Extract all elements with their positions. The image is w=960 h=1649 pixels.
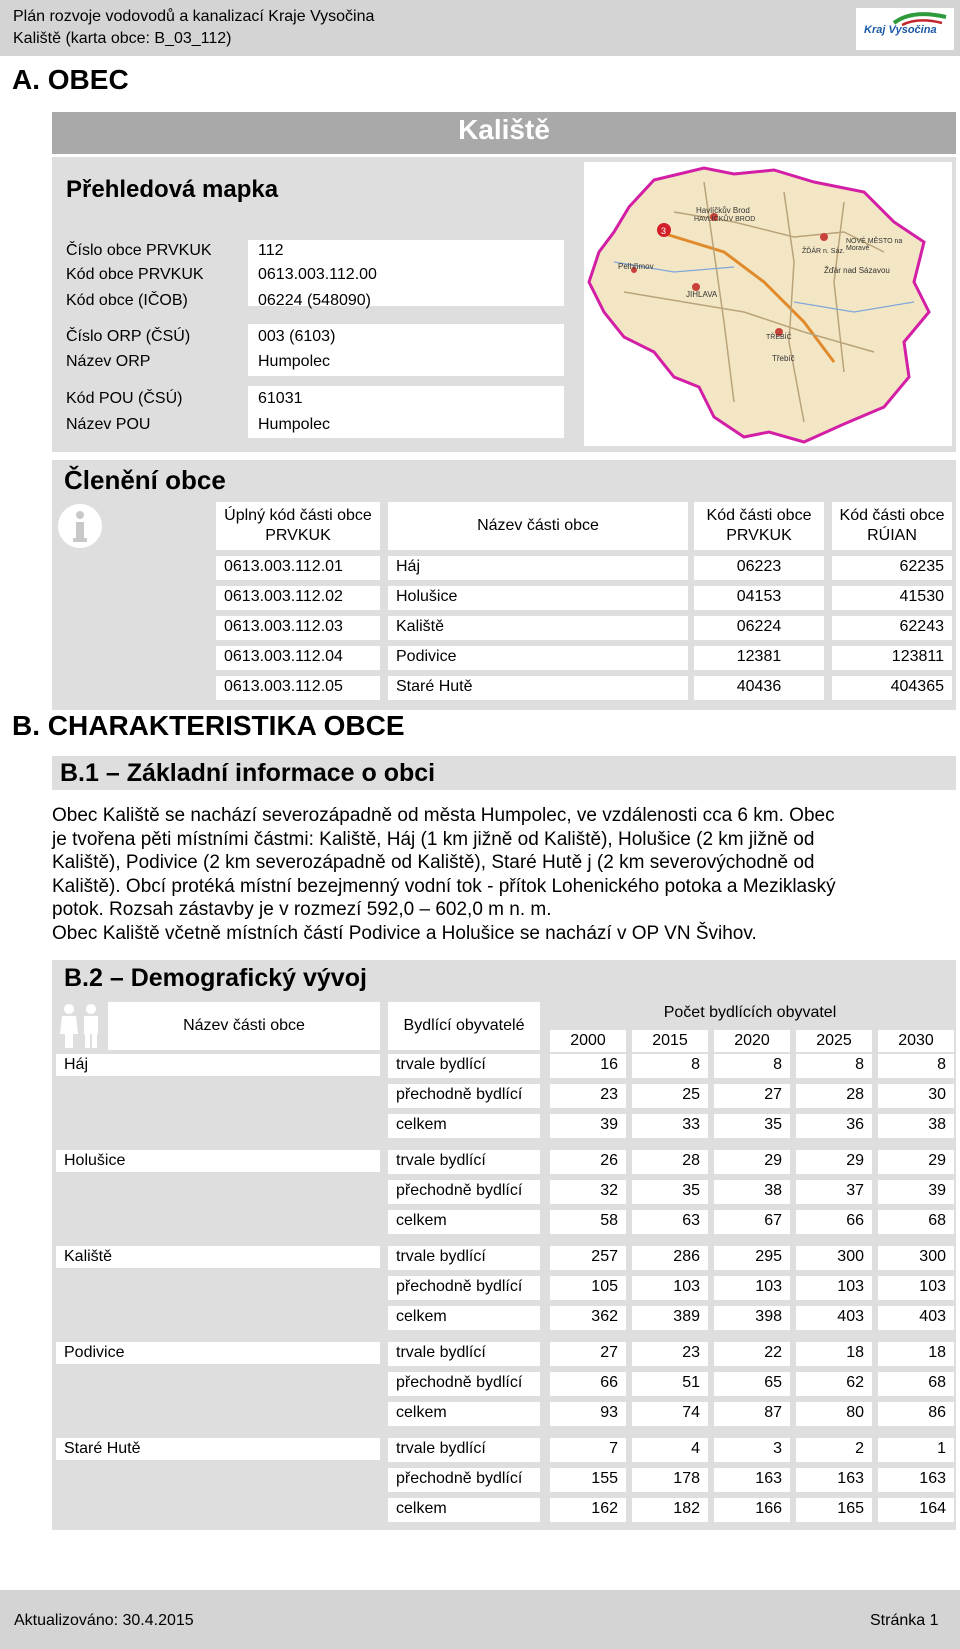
population-value: 63 bbox=[632, 1210, 708, 1234]
map-label: ŽĎÁR n. Sáz. bbox=[802, 248, 845, 255]
year-header: 2015 bbox=[632, 1030, 708, 1052]
population-value: 65 bbox=[714, 1372, 790, 1396]
map-label: Žďár nad Sázavou bbox=[824, 266, 890, 275]
part-name: Kaliště bbox=[56, 1246, 380, 1268]
population-value: 58 bbox=[550, 1210, 626, 1234]
para-line: Kaliště). Obcí protéká místní bezejmenný vodní tok - přítok Lohenického potoka a Meziklaský bbox=[52, 875, 836, 897]
population-value: 32 bbox=[550, 1180, 626, 1204]
resident-type: celkem bbox=[388, 1210, 540, 1234]
cleneni-cell: Staré Hutě bbox=[388, 676, 688, 700]
population-value: 27 bbox=[550, 1342, 626, 1366]
year-header: 2025 bbox=[796, 1030, 872, 1052]
population-value: 30 bbox=[878, 1084, 954, 1108]
population-value: 18 bbox=[796, 1342, 872, 1366]
population-value: 4 bbox=[632, 1438, 708, 1462]
resident-type: přechodně bydlící bbox=[388, 1180, 540, 1204]
cleneni-cell: 0613.003.112.02 bbox=[216, 586, 380, 610]
resident-type: přechodně bydlící bbox=[388, 1372, 540, 1396]
population-value: 103 bbox=[878, 1276, 954, 1300]
population-value: 389 bbox=[632, 1306, 708, 1330]
resident-type: trvale bydlící bbox=[388, 1150, 540, 1174]
info-value: Humpolec bbox=[258, 416, 331, 433]
b1-paragraph bbox=[52, 804, 932, 945]
resident-type: trvale bydlící bbox=[388, 1054, 540, 1078]
info-value: 003 (6103) bbox=[258, 328, 336, 345]
para-line: Obec Kaliště se nachází severozápadně od města Humpolec, ve vzdálenosti cca 6 km. Obec bbox=[52, 805, 835, 826]
population-value: 163 bbox=[796, 1468, 872, 1492]
year-header: 2030 bbox=[878, 1030, 954, 1052]
map-label: Třebíč bbox=[772, 354, 795, 363]
info-label: Kód POU (ČSÚ) bbox=[66, 390, 183, 407]
population-value: 37 bbox=[796, 1180, 872, 1204]
population-value: 35 bbox=[632, 1180, 708, 1204]
population-value: 8 bbox=[714, 1054, 790, 1078]
info-label: Název ORP bbox=[66, 353, 151, 370]
population-value: 87 bbox=[714, 1402, 790, 1426]
population-value: 162 bbox=[550, 1498, 626, 1522]
population-value: 28 bbox=[632, 1150, 708, 1174]
resident-type: trvale bydlící bbox=[388, 1342, 540, 1366]
part-name: Háj bbox=[56, 1054, 380, 1076]
demo-header-count: Počet bydlících obyvatel bbox=[548, 1002, 952, 1024]
population-value: 35 bbox=[714, 1114, 790, 1138]
info-value: 112 bbox=[258, 242, 284, 259]
population-value: 86 bbox=[878, 1402, 954, 1426]
population-value: 103 bbox=[714, 1276, 790, 1300]
population-value: 103 bbox=[632, 1276, 708, 1300]
part-name: Podivice bbox=[56, 1342, 380, 1364]
map-label: Havlíčkův Brod bbox=[696, 206, 750, 215]
cleneni-cell: 62243 bbox=[832, 616, 952, 640]
population-value: 39 bbox=[550, 1114, 626, 1138]
resident-type: celkem bbox=[388, 1402, 540, 1426]
cleneni-cell: 04153 bbox=[694, 586, 824, 610]
population-value: 7 bbox=[550, 1438, 626, 1462]
info-label: Kód obce PRVKUK bbox=[66, 266, 204, 283]
population-value: 93 bbox=[550, 1402, 626, 1426]
population-value: 155 bbox=[550, 1468, 626, 1492]
logo-text: Kraj Vysočina bbox=[864, 24, 937, 36]
para-line: potok. Rozsah zástavby je v rozmezí 592,0 – 602,0 m n. m. bbox=[52, 899, 552, 920]
resident-type: celkem bbox=[388, 1114, 540, 1138]
population-value: 300 bbox=[796, 1246, 872, 1270]
col-header: Úplný kód části obce PRVKUK bbox=[216, 502, 380, 550]
obec-name: Kaliště bbox=[458, 114, 550, 145]
population-value: 29 bbox=[714, 1150, 790, 1174]
col-header: Kód části obce RÚIAN bbox=[832, 502, 952, 550]
population-value: 3 bbox=[714, 1438, 790, 1462]
population-value: 29 bbox=[796, 1150, 872, 1174]
population-value: 16 bbox=[550, 1054, 626, 1078]
footer-page: Stránka 1 bbox=[870, 1612, 939, 1629]
col-header: Název části obce bbox=[388, 502, 688, 550]
cleneni-cell: 41530 bbox=[832, 586, 952, 610]
population-value: 39 bbox=[878, 1180, 954, 1204]
population-value: 25 bbox=[632, 1084, 708, 1108]
map-label: TŘEBÍČ bbox=[766, 334, 792, 341]
cleneni-cell: 0613.003.112.01 bbox=[216, 556, 380, 580]
population-value: 403 bbox=[878, 1306, 954, 1330]
cleneni-cell: 06224 bbox=[694, 616, 824, 640]
part-name: Staré Hutě bbox=[56, 1438, 380, 1460]
population-value: 103 bbox=[796, 1276, 872, 1300]
cleneni-panel bbox=[52, 460, 956, 710]
population-value: 105 bbox=[550, 1276, 626, 1300]
population-value: 163 bbox=[878, 1468, 954, 1492]
population-value: 18 bbox=[878, 1342, 954, 1366]
info-label: Kód obce (IČOB) bbox=[66, 292, 188, 309]
b2-title: B.2 – Demografický vývoj bbox=[64, 964, 367, 992]
population-value: 28 bbox=[796, 1084, 872, 1108]
population-value: 66 bbox=[796, 1210, 872, 1234]
col-header: Kód části obce PRVKUK bbox=[694, 502, 824, 550]
population-value: 38 bbox=[714, 1180, 790, 1204]
demo-header-name: Název části obce bbox=[108, 1002, 380, 1050]
population-value: 8 bbox=[796, 1054, 872, 1078]
population-value: 38 bbox=[878, 1114, 954, 1138]
info-label: Název POU bbox=[66, 416, 151, 433]
section-b-title: B. CHARAKTERISTIKA OBCE bbox=[12, 710, 405, 741]
para-line: Obec Kaliště včetně místních částí Podivice a Holušice se nachází v OP VN Švihov. bbox=[52, 922, 757, 944]
para-line: je tvořena pěti místními částmi: Kaliště, Háj (1 km jižně od Kaliště), Holušice (2 km jižně od bbox=[52, 828, 815, 850]
cleneni-cell: Háj bbox=[388, 556, 688, 580]
cleneni-cell: Kaliště bbox=[388, 616, 688, 640]
population-value: 182 bbox=[632, 1498, 708, 1522]
population-value: 68 bbox=[878, 1372, 954, 1396]
info-label: Číslo ORP (ČSÚ) bbox=[66, 328, 191, 345]
overview-map bbox=[584, 162, 952, 446]
info-value: Humpolec bbox=[258, 353, 331, 370]
population-value: 23 bbox=[632, 1342, 708, 1366]
population-value: 1 bbox=[878, 1438, 954, 1462]
resident-type: celkem bbox=[388, 1306, 540, 1330]
para-line: Kaliště), Podivice (2 km severozápadně od Kaliště), Staré Hutě j (2 km severovýchodně od bbox=[52, 852, 815, 873]
population-value: 26 bbox=[550, 1150, 626, 1174]
cleneni-cell: 0613.003.112.03 bbox=[216, 616, 380, 640]
cleneni-cell: 404365 bbox=[832, 676, 952, 700]
header-subtitle: Kaliště (karta obce: B_03_112) bbox=[13, 30, 232, 47]
header-title: Plán rozvoje vodovodů a kanalizací Kraje Vysočina bbox=[13, 8, 375, 25]
population-value: 178 bbox=[632, 1468, 708, 1492]
population-value: 163 bbox=[714, 1468, 790, 1492]
population-value: 80 bbox=[796, 1402, 872, 1426]
info-value: 06224 (548090) bbox=[258, 292, 371, 309]
population-value: 8 bbox=[878, 1054, 954, 1078]
population-value: 67 bbox=[714, 1210, 790, 1234]
population-value: 2 bbox=[796, 1438, 872, 1462]
info-value: 61031 bbox=[258, 390, 303, 407]
cleneni-cell: 40436 bbox=[694, 676, 824, 700]
population-value: 295 bbox=[714, 1246, 790, 1270]
year-header: 2020 bbox=[714, 1030, 790, 1052]
population-value: 29 bbox=[878, 1150, 954, 1174]
population-value: 257 bbox=[550, 1246, 626, 1270]
year-header: 2000 bbox=[550, 1030, 626, 1052]
map-label: HAVLÍČKŮV BROD bbox=[694, 216, 756, 223]
info-label: Číslo obce PRVKUK bbox=[66, 242, 212, 259]
cleneni-cell: 0613.003.112.05 bbox=[216, 676, 380, 700]
population-value: 68 bbox=[878, 1210, 954, 1234]
map-label: JIHLAVA bbox=[686, 290, 718, 299]
population-value: 23 bbox=[550, 1084, 626, 1108]
b1-title: B.1 – Základní informace o obci bbox=[60, 759, 436, 787]
info-icon bbox=[56, 502, 104, 550]
population-value: 362 bbox=[550, 1306, 626, 1330]
info-value: 0613.003.112.00 bbox=[258, 266, 377, 283]
map-title: Přehledová mapka bbox=[66, 176, 279, 203]
resident-type: přechodně bydlící bbox=[388, 1468, 540, 1492]
population-value: 33 bbox=[632, 1114, 708, 1138]
population-value: 27 bbox=[714, 1084, 790, 1108]
svg-text:3: 3 bbox=[661, 226, 667, 236]
map-label: NOVÉ MĚSTO na Moravě bbox=[846, 238, 903, 252]
cleneni-cell: 0613.003.112.04 bbox=[216, 646, 380, 670]
resident-type: přechodně bydlící bbox=[388, 1276, 540, 1300]
population-value: 398 bbox=[714, 1306, 790, 1330]
footer-updated: Aktualizováno: 30.4.2015 bbox=[14, 1612, 194, 1629]
population-value: 165 bbox=[796, 1498, 872, 1522]
cleneni-title: Členění obce bbox=[64, 465, 226, 495]
cleneni-cell: 12381 bbox=[694, 646, 824, 670]
population-value: 166 bbox=[714, 1498, 790, 1522]
population-value: 51 bbox=[632, 1372, 708, 1396]
population-value: 36 bbox=[796, 1114, 872, 1138]
cleneni-cell: 123811 bbox=[832, 646, 952, 670]
cleneni-cell: 06223 bbox=[694, 556, 824, 580]
demo-header-type: Bydlící obyvatelé bbox=[388, 1002, 540, 1050]
population-value: 403 bbox=[796, 1306, 872, 1330]
population-value: 8 bbox=[632, 1054, 708, 1078]
cleneni-cell: Podivice bbox=[388, 646, 688, 670]
people-icon bbox=[56, 1002, 104, 1050]
cleneni-cell: Holušice bbox=[388, 586, 688, 610]
population-value: 300 bbox=[878, 1246, 954, 1270]
cleneni-cell: 62235 bbox=[832, 556, 952, 580]
kraj-vysocina-logo bbox=[856, 8, 954, 50]
population-value: 286 bbox=[632, 1246, 708, 1270]
population-value: 22 bbox=[714, 1342, 790, 1366]
region-map-icon bbox=[584, 162, 952, 446]
section-a-title: A. OBEC bbox=[12, 64, 129, 95]
population-value: 66 bbox=[550, 1372, 626, 1396]
resident-type: celkem bbox=[388, 1498, 540, 1522]
part-name: Holušice bbox=[56, 1150, 380, 1172]
population-value: 164 bbox=[878, 1498, 954, 1522]
resident-type: trvale bydlící bbox=[388, 1246, 540, 1270]
population-value: 62 bbox=[796, 1372, 872, 1396]
resident-type: trvale bydlící bbox=[388, 1438, 540, 1462]
map-label: Pelhřimov bbox=[618, 262, 654, 271]
population-value: 74 bbox=[632, 1402, 708, 1426]
resident-type: přechodně bydlící bbox=[388, 1084, 540, 1108]
